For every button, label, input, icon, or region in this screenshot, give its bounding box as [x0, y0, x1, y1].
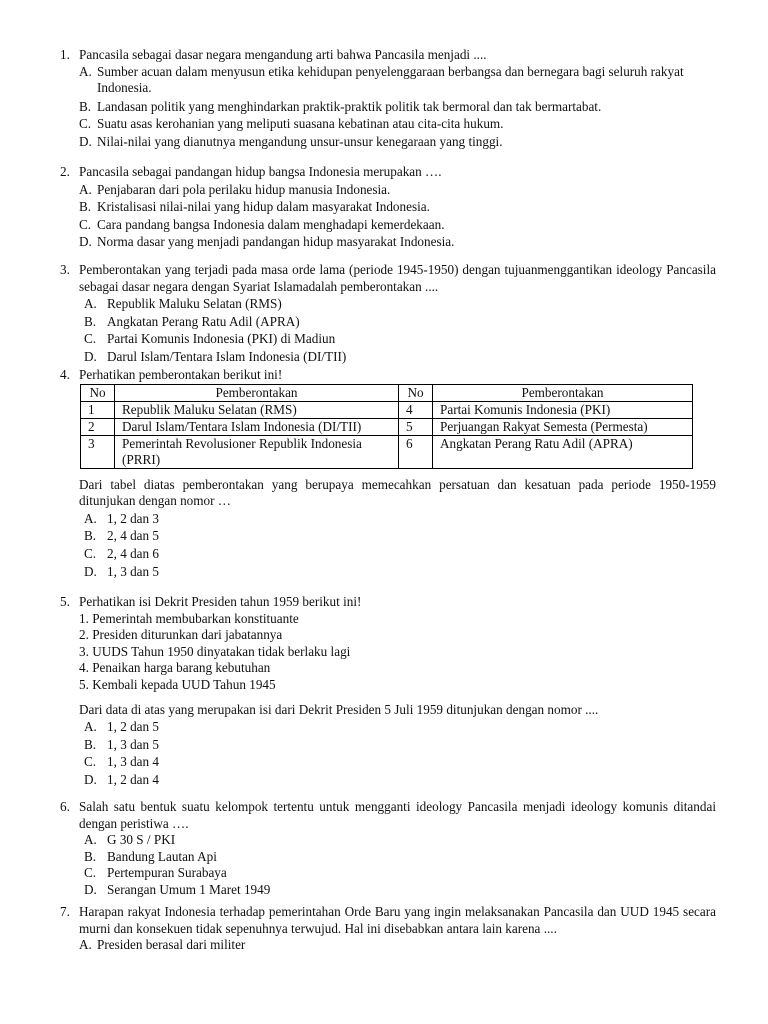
table-row [81, 401, 693, 418]
option-a[interactable]: A. Sumber acuan dalam menyusun etika kehidupan penyelenggaraan berbangsa dan bernegara bagi seluruh rakyat Indonesia. [79, 63, 684, 96]
decree-item: 5. Kembali kepada UUD Tahun 1945 [79, 676, 276, 692]
table-cell: Darul Islam/Tentara Islam Indonesia (DI/TII) [115, 418, 399, 435]
question-stem: Perhatikan pemberontakan berikut ini! [79, 367, 283, 382]
option-a[interactable]: A. 1, 2 dan 3 [84, 510, 160, 526]
question-stem: Perhatikan isi Dekrit Presiden tahun 1959 berikut ini! [79, 594, 362, 609]
option-d[interactable]: D. Norma dasar yang menjadi pandangan hidup masyarakat Indonesia. [79, 234, 455, 250]
question-stem: Salah satu bentuk suatu kelompok tertentu untuk mengganti ideology Pancasila menjadi ideology komunis ditandai dengan peristiwa …. [79, 799, 716, 831]
table-header: No [81, 384, 115, 401]
option-c[interactable]: C. 1, 3 dan 4 [84, 754, 160, 770]
table-cell: 5 [399, 418, 433, 435]
question-3 [60, 262, 716, 366]
option-c[interactable]: C. Cara pandang bangsa Indonesia dalam menghadapi kemerdekaan. [79, 216, 445, 232]
question-number: 5. [60, 594, 70, 609]
question-stem: Pancasila sebagai dasar negara mengandung arti bahwa Pancasila menjadi .... [79, 47, 487, 62]
option-b[interactable]: B. 1, 3 dan 5 [84, 736, 160, 752]
question-5 [60, 594, 716, 789]
table-cell: Partai Komunis Indonesia (PKI) [433, 401, 693, 418]
option-d[interactable]: D. Nilai-nilai yang dianutnya mengandung unsur-unsur kenegaraan yang tinggi. [79, 133, 503, 149]
question-4 [60, 367, 716, 580]
table-cell: 4 [399, 401, 433, 418]
table-cell: Angkatan Perang Ratu Adil (APRA) [433, 435, 693, 468]
table-header: Pemberontakan [115, 384, 399, 401]
question-number: 4. [60, 367, 70, 382]
question-number: 7. [60, 904, 70, 919]
question-number: 1. [60, 47, 70, 62]
table-cell: 3 [81, 435, 115, 468]
option-a[interactable]: A. Presiden berasal dari militer [79, 937, 246, 953]
option-b[interactable]: B. 2, 4 dan 5 [84, 528, 160, 544]
option-d[interactable]: D. Serangan Umum 1 Maret 1949 [84, 881, 271, 897]
option-d[interactable]: D. 1, 3 dan 5 [84, 563, 160, 579]
option-a[interactable]: A. 1, 2 dan 5 [84, 719, 160, 735]
option-a[interactable]: A. Republik Maluku Selatan (RMS) [84, 296, 282, 312]
decree-item: 3. UUDS Tahun 1950 dinyatakan tidak berlaku lagi [79, 643, 351, 659]
question-stem: Pancasila sebagai pandangan hidup bangsa Indonesia merupakan …. [79, 164, 442, 179]
option-b[interactable]: B. Bandung Lautan Api [84, 848, 217, 864]
table-header-row [81, 384, 693, 401]
question-stem: Pemberontakan yang terjadi pada masa orde lama (periode 1945-1950) dengan tujuanmenggantikan ideology Pancasila sebagai dasar negara dengan Syariat Islamadalah pemberontakan .... [79, 262, 716, 294]
option-c[interactable]: C. Suatu asas kerohanian yang meliputi suasana kebatinan atau cita-cita hukum. [79, 116, 504, 132]
option-c[interactable]: C. Pertempuran Surabaya [84, 865, 227, 881]
question-1 [60, 47, 716, 151]
question-followup: Dari tabel diatas pemberontakan yang berupaya memecahkan persatuan dan kesatuan pada periode 1950-1959 ditunjukan dengan nomor … [79, 476, 716, 509]
table-header: Pemberontakan [433, 384, 693, 401]
question-7 [60, 904, 716, 954]
table-row [81, 418, 693, 435]
question-number: 2. [60, 164, 70, 179]
option-a[interactable]: A. G 30 S / PKI [84, 832, 176, 848]
question-2 [60, 164, 716, 251]
table-cell: 2 [81, 418, 115, 435]
rebellion-table [80, 384, 693, 469]
table-cell: 1 [81, 401, 115, 418]
option-b[interactable]: B. Angkatan Perang Ratu Adil (APRA) [84, 313, 300, 329]
table-cell: Pemerintah Revolusioner Republik Indonesia (PRRI) [115, 435, 399, 468]
option-d[interactable]: D. Darul Islam/Tentara Islam Indonesia (DI/TII) [84, 348, 347, 364]
question-stem: Harapan rakyat Indonesia terhadap pemerintahan Orde Baru yang ingin melaksanakan Pancasila dan UUD 1945 secara murni dan konsekuen tidak sepenuhnya terwujud. Hal ini disebabkan antara lain karena .... [79, 904, 716, 936]
table-cell: 6 [399, 435, 433, 468]
decree-item: 1. Pemerintah membubarkan konstituante [79, 610, 299, 626]
decree-item: 2. Presiden diturunkan dari jabatannya [79, 627, 283, 643]
table-header: No [399, 384, 433, 401]
option-a[interactable]: A. Penjabaran dari pola perilaku hidup manusia Indonesia. [79, 181, 391, 197]
question-6 [60, 799, 716, 899]
question-followup: Dari data di atas yang merupakan isi dari Dekrit Presiden 5 Juli 1959 ditunjukan dengan nomor .... [79, 701, 599, 717]
decree-item: 4. Penaikan harga barang kebutuhan [79, 660, 271, 676]
table-cell: Republik Maluku Selatan (RMS) [115, 401, 399, 418]
option-c[interactable]: C. 2, 4 dan 6 [84, 545, 160, 561]
option-b[interactable]: B. Landasan politik yang menghindarkan praktik-praktik politik tak bermoral dan tak bermartabat. [79, 98, 602, 114]
option-b[interactable]: B. Kristalisasi nilai-nilai yang hidup dalam masyarakat Indonesia. [79, 199, 430, 215]
option-c[interactable]: C. Partai Komunis Indonesia (PKI) di Madiun [84, 331, 336, 347]
question-number: 6. [60, 799, 70, 814]
question-number: 3. [60, 262, 70, 277]
option-d[interactable]: D. 1, 2 dan 4 [84, 771, 160, 787]
table-row [81, 435, 693, 468]
table-cell: Perjuangan Rakyat Semesta (Permesta) [433, 418, 693, 435]
